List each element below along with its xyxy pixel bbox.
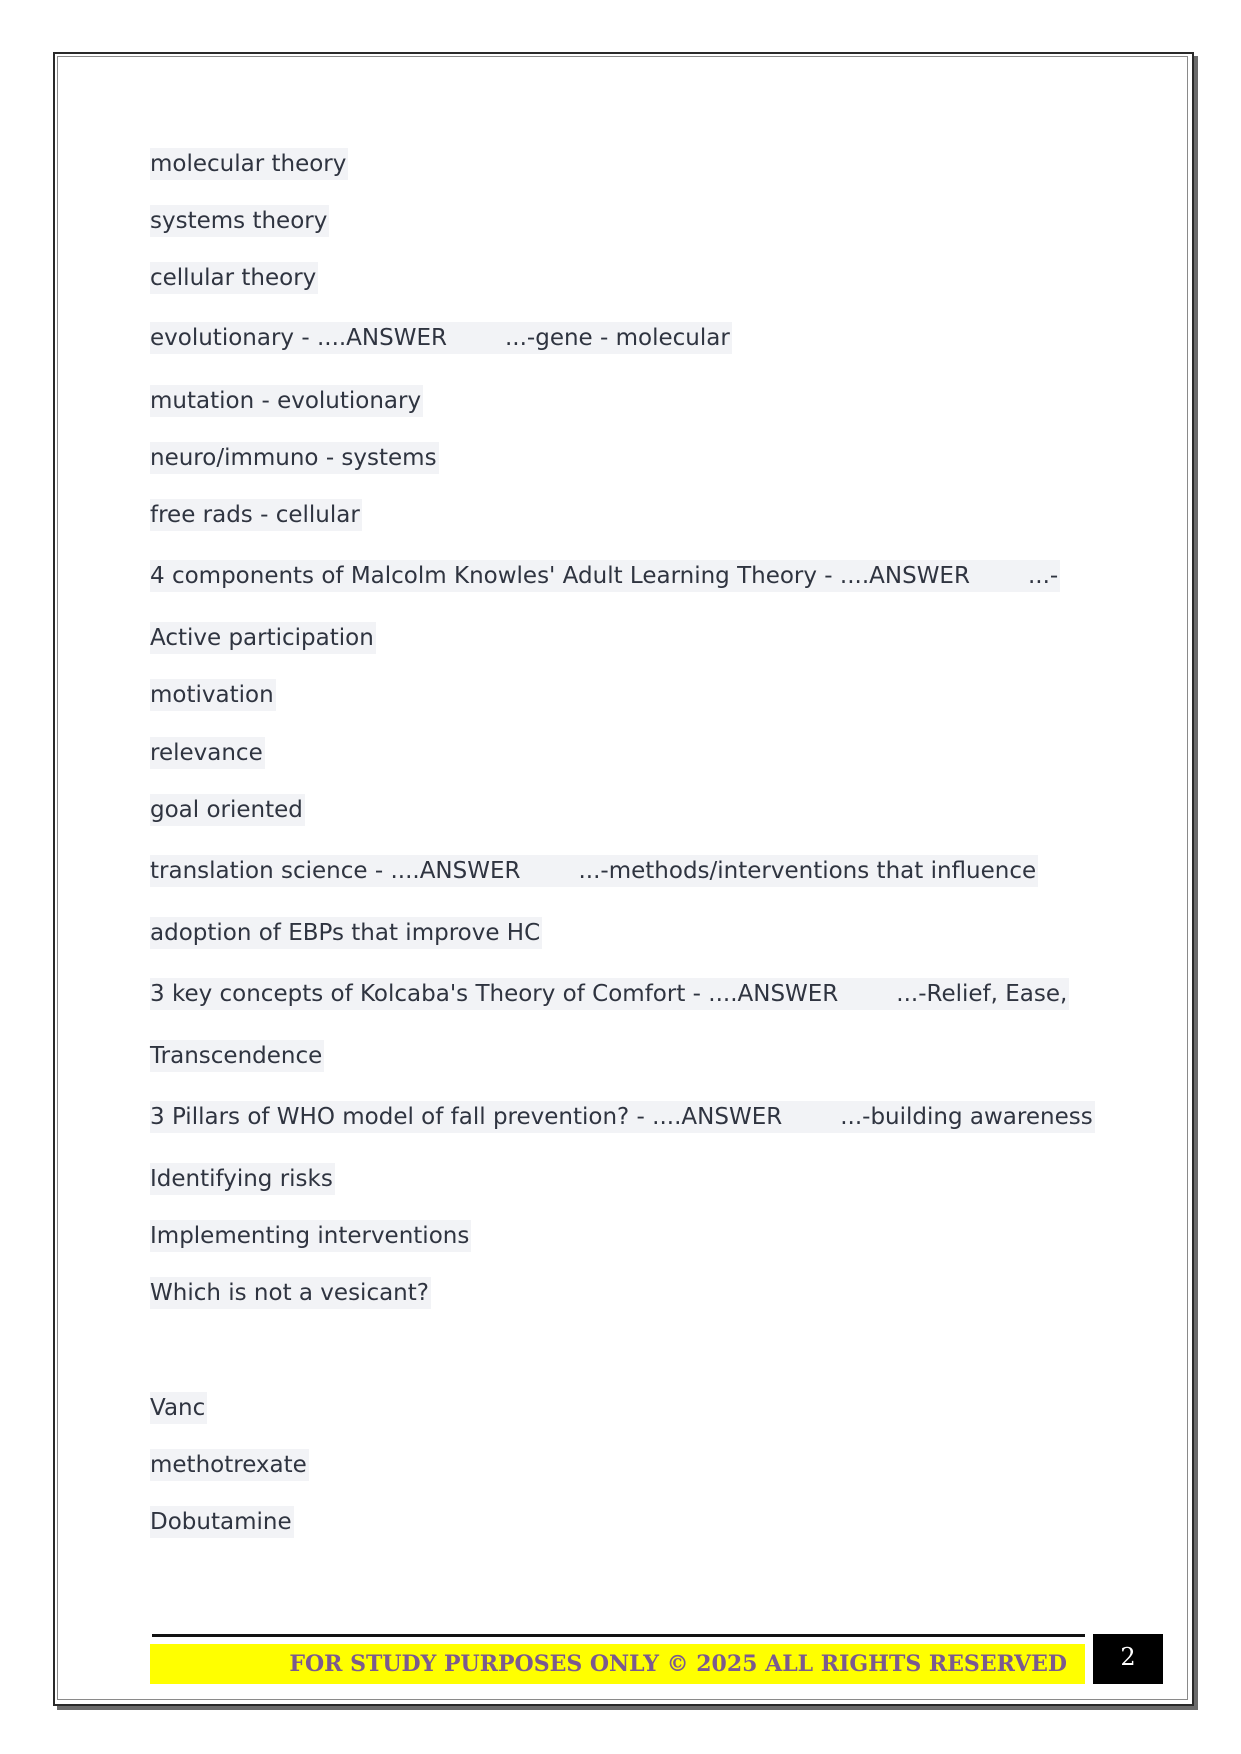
text-line: molecular theory	[150, 148, 348, 180]
page-number: 2	[1093, 1634, 1163, 1684]
text-line: cellular theory	[150, 262, 318, 294]
text-line: free rads - cellular	[150, 499, 362, 531]
qa-line	[150, 322, 732, 354]
question-text: 3 Pillars of WHO model of fall prevention? - ....ANSWER	[150, 1104, 783, 1130]
answer-text: ...-Relief, Ease,	[896, 981, 1068, 1007]
text-line: neuro/immuno - systems	[150, 442, 439, 474]
text-line: methotrexate	[150, 1449, 309, 1481]
answer-text: ...-methods/interventions that influence	[578, 858, 1037, 884]
qa-line	[150, 978, 1069, 1010]
text-line: motivation	[150, 679, 276, 711]
answer-text: ...-building awareness	[840, 1104, 1093, 1130]
text-line: Transcendence	[150, 1040, 324, 1072]
text-line: goal oriented	[150, 794, 305, 826]
question-text: 3 key concepts of Kolcaba's Theory of Comfort - ....ANSWER	[150, 981, 839, 1007]
text-line: relevance	[150, 737, 265, 769]
footer-banner	[150, 1644, 1085, 1684]
question-text: evolutionary - ....ANSWER	[150, 325, 447, 351]
answer-text: ...-gene - molecular	[504, 325, 730, 351]
qa-line	[150, 855, 1038, 887]
question-text: translation science - ....ANSWER	[150, 858, 521, 884]
text-line: Implementing interventions	[150, 1220, 471, 1252]
footer-text: FOR STUDY PURPOSES ONLY © 2025 ALL RIGHTS RESERVED	[289, 1651, 1067, 1677]
qa-line	[150, 1101, 1095, 1133]
text-line: mutation - evolutionary	[150, 385, 423, 417]
text-line: Dobutamine	[150, 1506, 294, 1538]
question-text: 4 components of Malcolm Knowles' Adult Learning Theory - ....ANSWER	[150, 563, 970, 589]
text-line: Active participation	[150, 622, 376, 654]
footer-rule	[152, 1634, 1085, 1637]
text-line: adoption of EBPs that improve HC	[150, 917, 542, 949]
text-line: Identifying risks	[150, 1163, 335, 1195]
answer-text: ...-	[1027, 563, 1059, 589]
qa-line	[150, 560, 1060, 592]
text-line: Which is not a vesicant?	[150, 1277, 431, 1309]
text-line: Vanc	[150, 1392, 207, 1424]
text-line: systems theory	[150, 205, 329, 237]
